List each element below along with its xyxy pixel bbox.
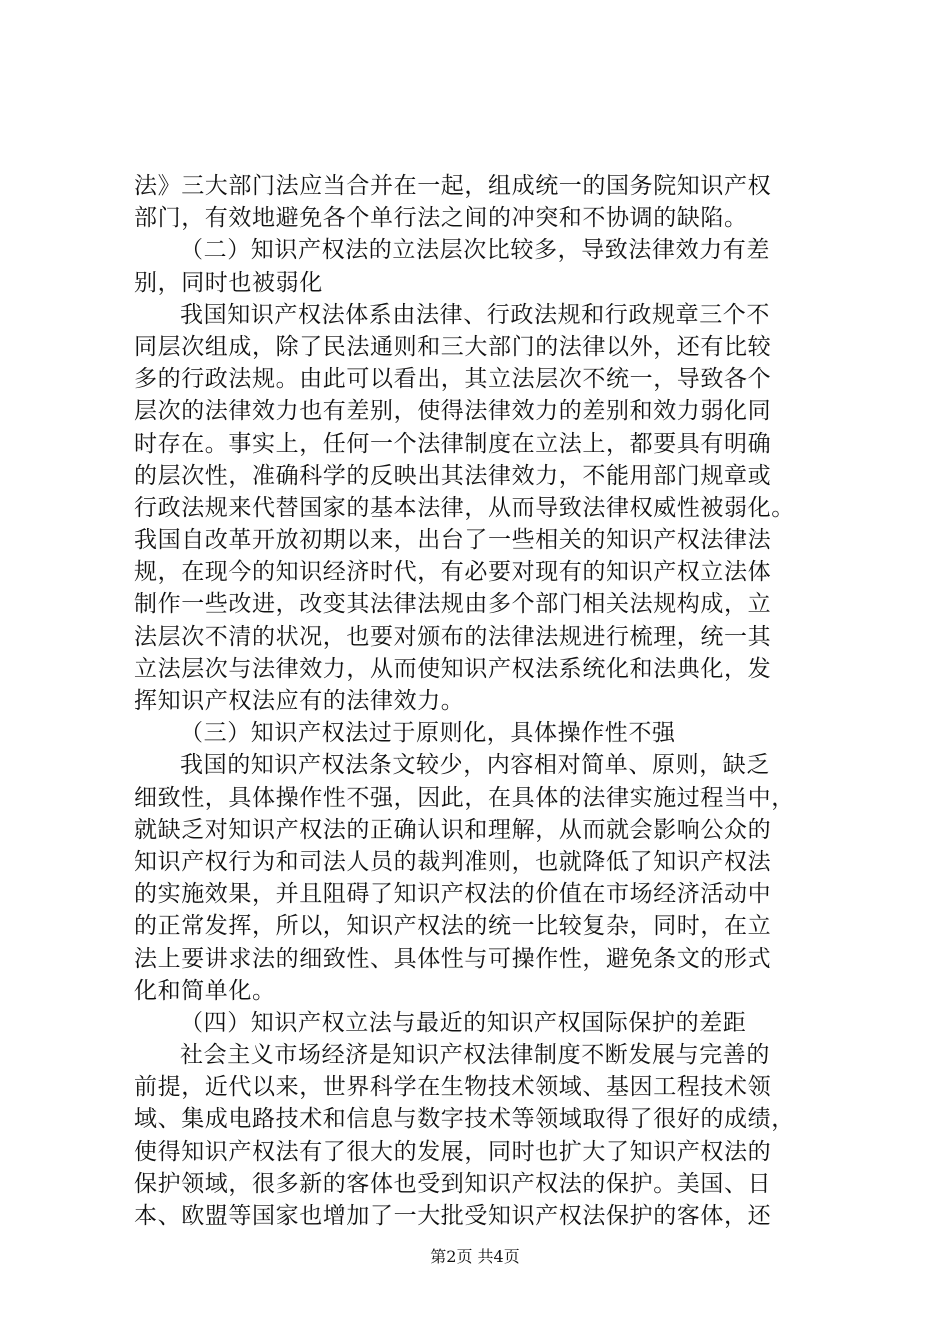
text-line: 就缺乏对知识产权法的正确认识和理解，从而就会影响公众的 xyxy=(134,816,772,843)
text-line: 法层次不清的状况，也要对颁布的法律法规进行梳理，统一其 xyxy=(134,623,772,650)
text-line: 社会主义市场经济是知识产权法律制度不断发展与完善的 xyxy=(180,1042,770,1069)
text-line: 别，同时也被弱化 xyxy=(134,269,323,296)
text-line: 法上要讲求法的细致性、具体性与可操作性，避免条文的形式 xyxy=(134,945,772,972)
text-line: 挥知识产权法应有的法律效力。 xyxy=(134,688,465,714)
text-line: 保护领域，很多新的客体也受到知识产权法的保护。美国、日 xyxy=(134,1170,772,1197)
text-line: （三）知识产权法过于原则化，具体操作性不强 xyxy=(180,720,676,747)
text-line: 本、欧盟等国家也增加了一大批受知识产权法保护的客体，还 xyxy=(134,1203,772,1229)
text-line: 的实施效果，并且阻碍了知识产权法的价值在市场经济活动中 xyxy=(134,881,772,908)
text-line: 化和简单化。 xyxy=(134,977,276,1004)
text-line: 我国知识产权法体系由法律、行政法规和行政规章三个不 xyxy=(180,301,770,328)
text-line: 我国自改革开放初期以来，出台了一些相关的知识产权法律法 xyxy=(134,527,772,554)
text-line: 细致性，具体操作性不强，因此，在具体的法律实施过程当中， xyxy=(134,784,795,811)
text-line: 知识产权行为和司法人员的裁判准则，也就降低了知识产权法 xyxy=(134,848,772,875)
text-line: 的层次性，准确科学的反映出其法律效力，不能用部门规章或 xyxy=(134,462,772,489)
text-line: 域、集成电路技术和信息与数字技术等领域取得了很好的成绩， xyxy=(134,1106,795,1133)
text-line: 时存在。事实上，任何一个法律制度在立法上，都要具有明确 xyxy=(134,430,772,457)
document-body xyxy=(134,170,834,1232)
text-line: 法》三大部门法应当合并在一起，组成统一的国务院知识产权 xyxy=(134,173,772,199)
text-line: 同层次组成，除了民法通则和三大部门的法律以外，还有比较 xyxy=(134,333,772,360)
text-line: 立法层次与法律效力，从而使知识产权法系统化和法典化，发 xyxy=(134,655,772,682)
text-line: 行政法规来代替国家的基本法律，从而导致法律权威性被弱化。 xyxy=(134,494,795,521)
text-line: 部门，有效地避免各个单行法之间的冲突和不协调的缺陷。 xyxy=(134,205,748,232)
page-footer: 第2页 共4页 xyxy=(430,1247,520,1266)
text-line: 多的行政法规。由此可以看出，其立法层次不统一，导致各个 xyxy=(134,366,772,393)
text-line: 我国的知识产权法条文较少，内容相对简单、原则，缺乏 xyxy=(180,752,770,779)
text-line: 规，在现今的知识经济时代，有必要对现有的知识产权立法体 xyxy=(134,559,772,586)
text-line: （四）知识产权立法与最近的知识产权国际保护的差距 xyxy=(180,1009,747,1036)
text-line: 的正常发挥，所以，知识产权法的统一比较复杂，同时，在立 xyxy=(134,913,772,940)
text-line: 使得知识产权法有了很大的发展，同时也扩大了知识产权法的 xyxy=(134,1138,772,1165)
text-line: （二）知识产权法的立法层次比较多，导致法律效力有差 xyxy=(180,237,770,264)
text-line: 制作一些改进，改变其法律法规由多个部门相关法规构成，立 xyxy=(134,591,772,618)
text-line: 前提，近代以来，世界科学在生物技术领域、基因工程技术领 xyxy=(134,1074,772,1101)
text-line: 层次的法律效力也有差别，使得法律效力的差别和效力弱化同 xyxy=(134,398,772,425)
